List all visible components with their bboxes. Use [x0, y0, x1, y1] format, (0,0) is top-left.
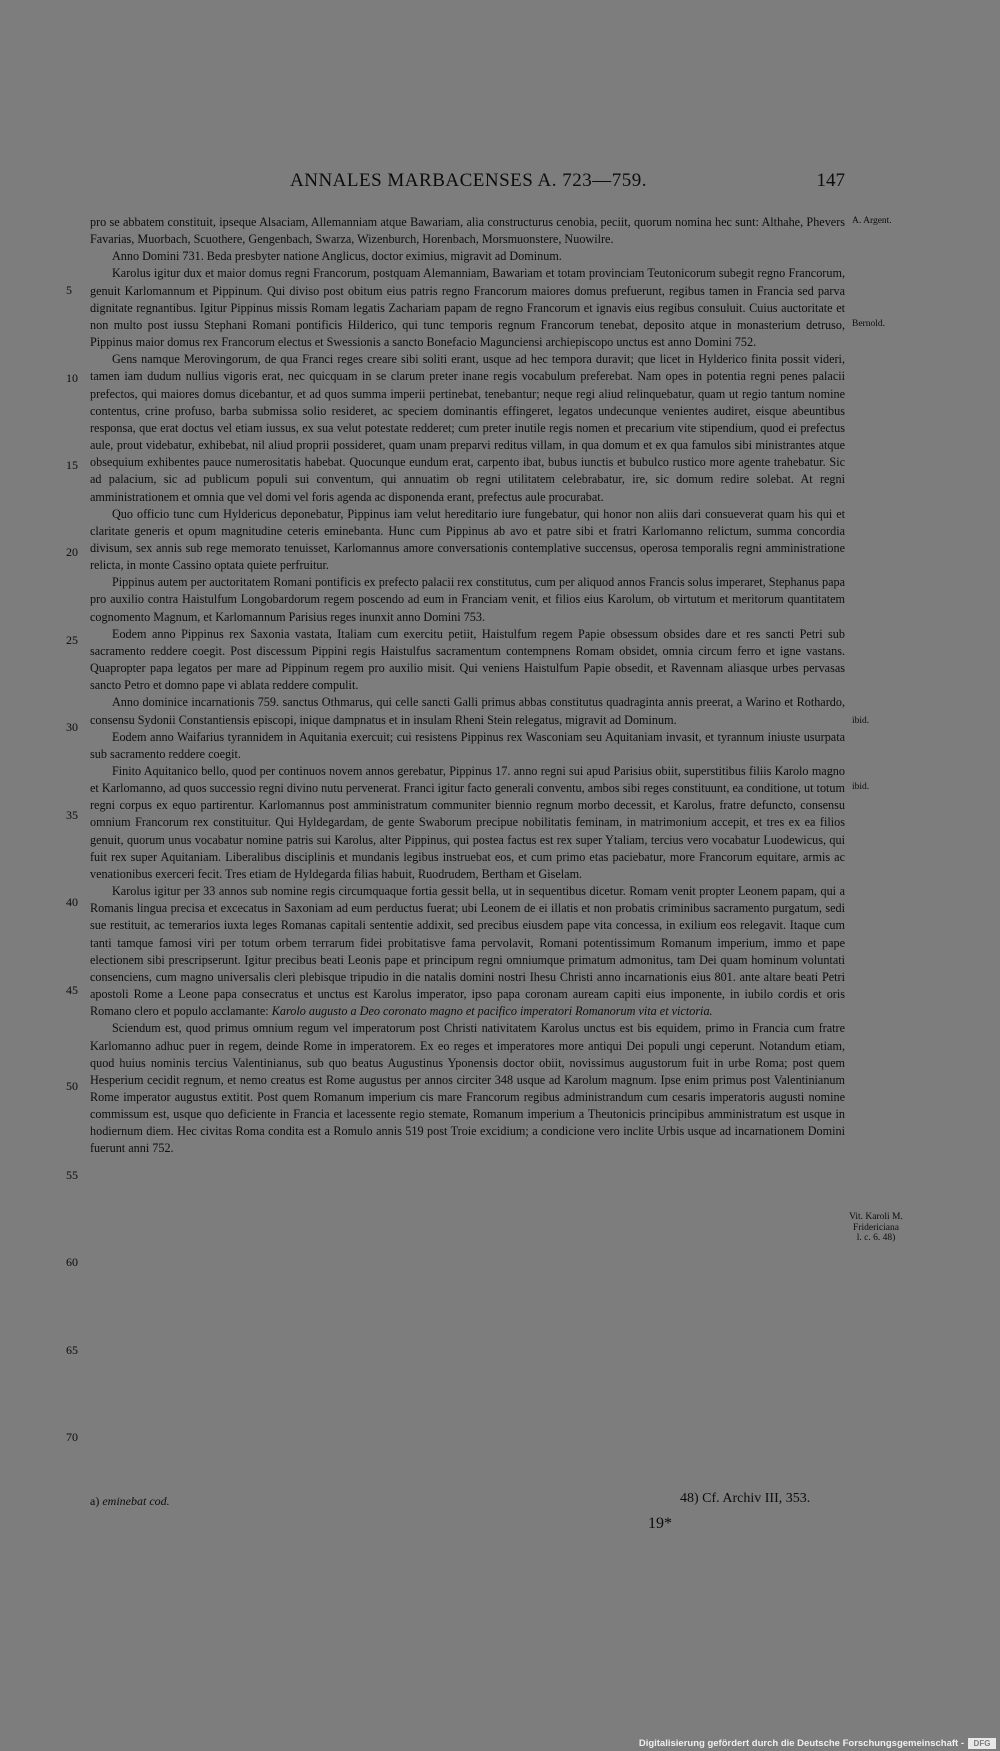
- line-number: 70: [66, 1430, 78, 1444]
- paragraph-with-acclamation: [90, 883, 845, 1020]
- margin-note-vit-karoli: [846, 1212, 906, 1244]
- paragraph: Eodem anno Waifarius tyrannidem in Aquitania exercuit; cui resistens Pippinus rex Wasconiam seu Aquitaniam invasit, et tyrannum iniuste usurpata sub sacramento reddere coegit.: [90, 729, 845, 761]
- paragraph: pro se abbatem constituit, ipseque Alsaciam, Allemanniam atque Bawariam, alia constructurus cenobia, peciit, quorum nomina hec sunt: Althahe, Phevers Favarias, Muorbach, Scuothere, Gengenbach, Swarza, Wizenburch, Horenbach, Morsmuonstere, Nuowilre.: [90, 215, 845, 247]
- line-number-column: [66, 0, 86, 1500]
- paragraph: Finito Aquitanico bello, quod per continuos novem annos gerebatur, Pippinus 17. anno regni sui apud Parisius obiit, superstitibus filiis Karolo magno et Karlomanno, ad quos successio regni divino nutu pervenerat. Franci igitur facto generali conventu, ambos sibi reges constituunt, ea conditione, ut totum regni corpus ex equo partirentur. Karlomannus post amministratum communiter biennio regnum morbo decessit, et Karolus, fratre defuncto, consensu omnium Francorum rex constituitur. Qui Hyldegardam, de gente Swaborum precipue nobilitatis feminam, in matrimonium accepit, et tres ex ea filios genuit, quorum unus vocabatur nomine patris sui Karolus, alter Pippinus, qui postea factus est rex super Ytaliam, tercius vero vocabatur Luodewicus, qui fuit rex super Aquitaniam. Liberalibus disciplinis et mundanis legibus instruebat eos, et cum primo etas paciebatur, more Francorum equitare, armis ac venationibus exerceri fecit. Tres etiam de Hyldegarda filias habuit, Ruodrudem, Bertham et Giselam.: [90, 764, 845, 881]
- running-title: ANNALES MARBACENSES A. 723—759.: [290, 170, 648, 191]
- margin-note-ibid: ibid.: [852, 782, 870, 792]
- page-number: 147: [816, 170, 845, 191]
- margin-note-ibid: ibid.: [852, 716, 870, 726]
- line-number: 35: [66, 808, 78, 822]
- margin-note-line: l. c. 6. 48): [856, 1233, 896, 1243]
- line-number: 30: [66, 720, 78, 734]
- main-text: [90, 214, 845, 1158]
- margin-note-line: Fridericiana: [853, 1222, 899, 1233]
- margin-note-bernold: Bernold.: [852, 319, 885, 329]
- footnote-siglum: cod.: [149, 1494, 170, 1508]
- footnote: [90, 1494, 170, 1509]
- line-number: 60: [66, 1255, 78, 1269]
- paragraph: Pippinus autem per auctoritatem Romani pontificis ex prefecto palacii rex constitutus, cum per aliquod annos Francis solus imperaret, Stephanus papa pro auxilio contra Haistulfum Longobardorum regem poscendo ad eum in Franciam venit, et filios eius Karolum, ob virtutum et meritorum quantitatem cognomento Magnum, et Karlomannum Parisius reges inunxit anno Domini 753.: [90, 575, 845, 624]
- paragraph: Anno Domini 731. Beda presbyter natione Anglicus, doctor eximius, migravit ad Dominum.: [112, 249, 562, 264]
- line-number: 40: [66, 895, 78, 909]
- paragraph: Gens namque Merovingorum, de qua Franci reges creare sibi soliti erant, usque ad hec tempora duravit; que licet in Hylderico finita possit videri, tamen iam dudum nullius vigoris erat, nec quicquam in se clarum preter inane regis vocabulum preferebat. Nam opes in potentia regni penes palacii prefectos, qui maiores domus dicebantur, et ad quos summa imperii pertinebat, tenebantur; neque regi aliud relinquebatur, quam ut regio tantum nomine contentus, crine profuso, barba submissa solio resideret, ac speciem dominantis effingeret, legatos undecunque venientes audiret, eisque abeuntibus responsa, que erat doctus vel etiam iussus, ex sua velut potestate redderet; cum preter inutile regis nomen et precarium vite stipendium, quod ei prefectus aule, prout videbatur, exhibebat, nil aliud proprii possideret, quam unam preparvi reditus villam, in qua domum et ex qua famulos sibi ministrantes atque obsequium exhibentes pauce numerositatis habebat. Quocunque eundum erat, carpento ibat, bubus iunctis et bubulco rustico more agente trahebatur. Sic ad palacium, sic ad publicum populi sui conventum, qui annuatim ob regni utilitatem celebrabatur, ire, sic domum redire solebat. At regni amministrationem et omnia que vel domi vel foris agenda ac disponenda erant, prefectus aule procurabat.: [90, 352, 845, 504]
- page-header: [90, 170, 845, 196]
- dfg-logo: DFG: [968, 1738, 996, 1749]
- signature-mark: 19*: [648, 1515, 672, 1532]
- margin-note-a-argent: A. Argent.: [852, 216, 892, 226]
- line-number: 45: [66, 983, 78, 997]
- paragraph: Sciendum est, quod primus omnium regum vel imperatorum post Christi nativitatem Karolus unctus est bis equidem, primo in Francia cum fratre Karlomanno adhuc puer in regem, deinde Rome in imperatorem. Ex eo reges et imperatores more antiqui Dei populi ungi ceperunt. Notandum etiam, quod huius nominis tercius Valentinianus, sub quo beatus Augustinus Yponensis doctor obiit, novissimus augustorum fuit in urbe Roma; post quem Hesperium cecidit regnum, et nemo creatus est Rome augustus per annos circiter 348 usque ad Karolum magnum. Ipse enim primus post Valentinianum Rome imperator augustus extitit. Post quem Romanum imperium cis mare Francorum regibus administrandum cum cesaris imperatoris augusti nomine commissum est, usque quo deficiente in Francia et lacessente regio stemate, Romanum imperium a Theutonicis principibus amministratum est usque in hodiernum diem. Hec civitas Roma condita est a Romulo annis 519 post Troie excidium; a condicione vero inclite Urbis usque ad incarnationem Domini fuerunt anni 752.: [90, 1021, 845, 1156]
- margin-note-line: Vit. Karoli M.: [849, 1212, 903, 1222]
- paragraph-text: Karolus igitur per 33 annos sub nomine regis circumquaque fortia gessit bella, ut in sequentibus dicetur. Romam venit propter Leonem papam, qui a Romanis lingua precisa et excecatus in Saxoniam ad eum perductus fuerat; ubi Leonem de ei illatis et non probatis criminibus sacramento purgatum, sedi sue restituit, ac temerarios iuxta leges Romanas capitali sententie addixit, sed precibus eiusdem pape vita concessa, in exilium eos relegavit. Itaque cum tanti tamque famosi viri per totum orbem terrarum fidei probitatisve fama pervolavit, Romani potentissimum Romanum imperium, immo et pape electionem sibi prescripserunt. Igitur precibus beati Leonis pape et principum regni omniumque primatum admonitus, tam Dei quam hominum voluntati consenciens, cum magno universalis cleri plebisque tripudio in die natalis domini nostri Ihesu Christi anno incarnationis eius 801. ante altare beati Petri apostoli Rome a Leone papa consecratus et unctus est Karolus imperator, ipso papa coronam auream capiti eius imponente, in iubilo cordis et oris Romano clero et populo acclamante:: [90, 884, 845, 1019]
- footer-credit: Digitalisierung gefördert durch die Deutsche Forschungsgemeinschaft -: [638, 1738, 964, 1749]
- line-number: 65: [66, 1343, 78, 1357]
- line-number: 10: [66, 371, 78, 385]
- line-number: 25: [66, 633, 78, 647]
- footnote-marker: a): [90, 1494, 100, 1508]
- paragraph: Quo officio tunc cum Hyldericus deponebatur, Pippinus iam velut hereditario iure fungebatur, qui honor non aliis dari consueverat quam his qui et claritate generis et opum magnitudine ceteris eminebanta. Hunc cum Pippinus ab avo et patre sibi et fratri Karlomanno relictum, summa concordia divisum, sex annis sub rege memorato tenuisset, Karlomannus amore conversationis contemplative succensus, operosa temporalis regni amministratione relicta, in monte Cassino optata quiete perfruitur.: [90, 506, 845, 573]
- line-number: 15: [66, 458, 78, 472]
- line-number: 50: [66, 1079, 78, 1093]
- line-number: 55: [66, 1168, 78, 1182]
- footnote-text: eminebat: [102, 1494, 147, 1508]
- acclamation: Karolo augusto a Deo coronato magno et pacifico imperatori Romanorum vita et victoria.: [271, 1004, 713, 1019]
- source-reference: 48) Cf. Archiv III, 353.: [680, 1491, 811, 1506]
- paragraph: Anno dominice incarnationis 759. sanctus Othmarus, qui celle sancti Galli primus abbas constitutus quadraginta annis preerat, a Warino et Rothardo, consensu Sydonii Constantiensis episcopi, inique dampnatus et in insulam Rheni Stein relegatus, migravit ad Dominum.: [90, 695, 845, 727]
- line-number: 20: [66, 545, 78, 559]
- paragraph: Karolus igitur dux et maior domus regni Francorum, postquam Alemanniam, Bawariam et totam provinciam Teutonicorum subegit regno Francorum, genuit Karlomannum et Pippinum. Qui diviso post obitum eius patris regno Francorum maiores domus prefuerunt, regibus tamen in Francia sed parva dignitate regnantibus. Igitur Pippinus missis Romam legatis Zachariam papam de regno Francorum et ignavis eius regibus consuluit. Cuius auctoritate et non multo post iussu Stephani Romani pontificis Hilderico, qui tunc temporis regnum Francorum tenebat, deposito atque in monasterium detruso, Pippinus maior domus rex Francorum electus et Swessionis a sancto Bonefacio Magunciensi archiepiscopo unctus est anno Domini 752.: [90, 266, 845, 350]
- line-number: 5: [66, 283, 72, 297]
- paragraph: Eodem anno Pippinus rex Saxonia vastata, Italiam cum exercitu petiit, Haistulfum regem Papie obsessum obsides dare et res sancti Petri sub sacramento reddere coegit. Post discessum Pippini regis Haistulfus sacramentum contempnens Romam obsidet, omnia circum ferro et igne vastans. Quapropter papa legatos per mare ad Pippinum regem pro auxilio misit. Qui veniens Haistulfum Papie obsedit, et Ravennam aliasque urbes pervasas sancto Petro et domno pape vi ablata reddere compulit.: [90, 626, 845, 693]
